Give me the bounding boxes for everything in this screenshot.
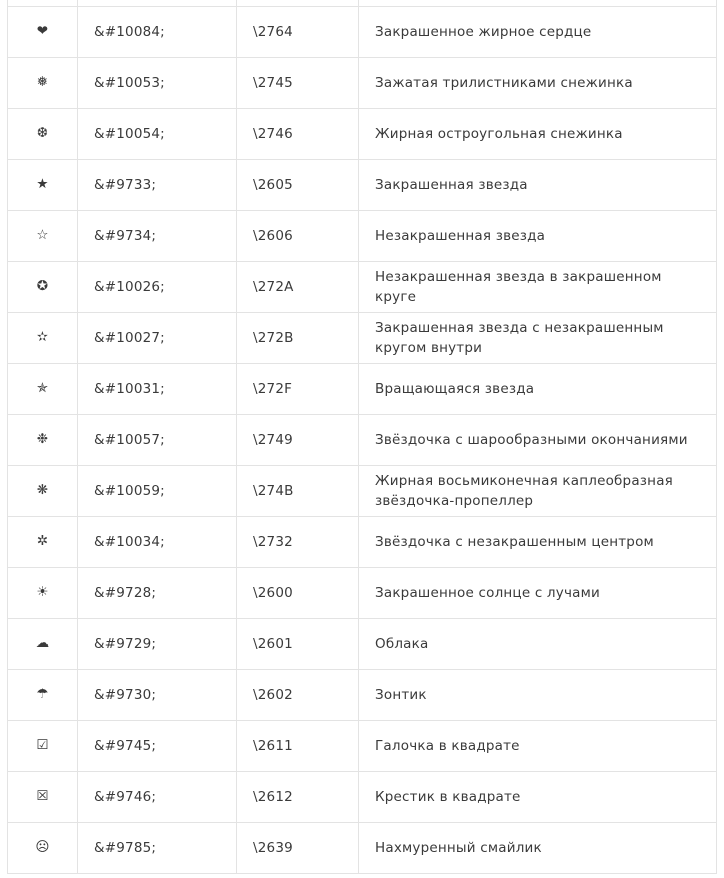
symbol-cell — [8, 160, 78, 211]
symbol-cell — [8, 466, 78, 517]
balloon-spoked-asterisk-icon: ❉ — [36, 431, 49, 448]
html-code-cell: &#10059; — [78, 466, 237, 517]
description-cell: Звёздочка с незакрашенным центром — [359, 517, 717, 568]
cloud-icon: ☁ — [35, 635, 50, 652]
table-row — [8, 160, 717, 211]
description-cell: Незакрашенная звезда в закрашенном круге — [359, 262, 717, 313]
html-code-cell: &#9734; — [78, 211, 237, 262]
propeller-asterisk-icon: ❋ — [36, 482, 49, 499]
description-cell: Зажатая трилистниками снежинка — [359, 58, 717, 109]
symbol-cell — [8, 415, 78, 466]
html-code-cell: &#10054; — [78, 109, 237, 160]
symbol-cell — [8, 823, 78, 874]
html-code-cell: &#10034; — [78, 517, 237, 568]
description-cell: Галочка в квадрате — [359, 721, 717, 772]
description-cell: Звёздочка с шарообразными окончаниями — [359, 415, 717, 466]
open-centre-black-star-icon: ✫ — [36, 329, 49, 346]
tight-trifoliate-snowflake-icon: ❅ — [36, 74, 49, 91]
description-cell: Облака — [359, 619, 717, 670]
css-code-cell: \2732 — [237, 517, 359, 568]
description-cell: Жирная остроугольная снежинка — [359, 109, 717, 160]
table-row — [8, 670, 717, 721]
heavy-heart-icon: ❤ — [36, 23, 49, 40]
table-row — [8, 109, 717, 160]
css-code-cell: \2605 — [237, 160, 359, 211]
description-cell: Закрашенная звезда с незакрашенным кругом внутри — [359, 313, 717, 364]
checked-ballot-box-icon: ☑ — [36, 737, 49, 754]
css-code-cell: \2764 — [237, 7, 359, 58]
css-code-cell: \2602 — [237, 670, 359, 721]
table-row — [8, 772, 717, 823]
css-code-cell: \274B — [237, 466, 359, 517]
description-cell: Закрашенная звезда — [359, 160, 717, 211]
css-code-cell: \2601 — [237, 619, 359, 670]
css-code-cell: \2606 — [237, 211, 359, 262]
table-row — [8, 466, 717, 517]
black-star-icon: ★ — [36, 176, 49, 193]
description-cell: Вращающаяся звезда — [359, 364, 717, 415]
css-code-cell: \2746 — [237, 109, 359, 160]
html-code-cell: &#9785; — [78, 823, 237, 874]
circled-white-star-icon: ✪ — [36, 278, 49, 295]
pinwheel-star-icon: ✯ — [36, 380, 49, 397]
html-code-cell: &#9728; — [78, 568, 237, 619]
umbrella-icon: ☂ — [36, 686, 49, 703]
symbol-cell — [8, 517, 78, 568]
html-code-cell: &#10026; — [78, 262, 237, 313]
html-code-cell: &#9730; — [78, 670, 237, 721]
symbols-table-body — [8, 0, 717, 874]
symbol-cell — [8, 313, 78, 364]
table-row — [8, 7, 717, 58]
symbol-cell — [8, 211, 78, 262]
symbol-cell — [8, 58, 78, 109]
description-cell: Крестик в квадрате — [359, 772, 717, 823]
description-cell: Жирная восьмиконечная каплеобразная звёздочка-пропеллер — [359, 466, 717, 517]
open-centre-asterisk-icon: ✲ — [36, 533, 49, 550]
css-code-cell: \272F — [237, 364, 359, 415]
table-row — [8, 568, 717, 619]
table-row — [8, 415, 717, 466]
description-cell: Закрашенное солнце с лучами — [359, 568, 717, 619]
symbol-cell — [8, 364, 78, 415]
css-code-cell: \2749 — [237, 415, 359, 466]
html-code-cell: &#10053; — [78, 58, 237, 109]
css-code-cell: \2600 — [237, 568, 359, 619]
white-star-icon: ☆ — [36, 227, 49, 244]
css-code-cell: \2639 — [237, 823, 359, 874]
table-row — [8, 211, 717, 262]
html-code-cell: &#10027; — [78, 313, 237, 364]
description-cell: Незакрашенная звезда — [359, 211, 717, 262]
sun-with-rays-icon: ☀ — [36, 584, 49, 601]
html-code-cell: &#9729; — [78, 619, 237, 670]
symbol-cell — [8, 670, 78, 721]
symbol-cell — [8, 109, 78, 160]
table-row — [8, 364, 717, 415]
description-cell: Закрашенное жирное сердце — [359, 7, 717, 58]
symbol-cell — [8, 262, 78, 313]
table-row — [8, 313, 717, 364]
symbol-cell — [8, 721, 78, 772]
frowning-face-icon: ☹ — [35, 839, 50, 856]
table-row — [8, 721, 717, 772]
html-code-cell: &#9745; — [78, 721, 237, 772]
html-code-cell: &#10031; — [78, 364, 237, 415]
css-code-cell: \272A — [237, 262, 359, 313]
symbols-table — [7, 0, 717, 874]
table-row — [8, 823, 717, 874]
css-code-cell: \2612 — [237, 772, 359, 823]
description-cell: Зонтик — [359, 670, 717, 721]
description-cell: Нахмуренный смайлик — [359, 823, 717, 874]
table-row — [8, 262, 717, 313]
x-ballot-box-icon: ☒ — [36, 788, 49, 805]
symbol-cell — [8, 772, 78, 823]
css-code-cell: \272B — [237, 313, 359, 364]
table-row — [8, 619, 717, 670]
html-code-cell: &#9733; — [78, 160, 237, 211]
symbol-cell — [8, 568, 78, 619]
symbol-cell — [8, 7, 78, 58]
symbol-cell — [8, 619, 78, 670]
css-code-cell: \2611 — [237, 721, 359, 772]
html-code-cell: &#10084; — [78, 7, 237, 58]
table-row — [8, 58, 717, 109]
heavy-chevron-snowflake-icon: ❆ — [36, 125, 49, 142]
html-code-cell: &#9746; — [78, 772, 237, 823]
table-row — [8, 517, 717, 568]
html-code-cell: &#10057; — [78, 415, 237, 466]
css-code-cell: \2745 — [237, 58, 359, 109]
